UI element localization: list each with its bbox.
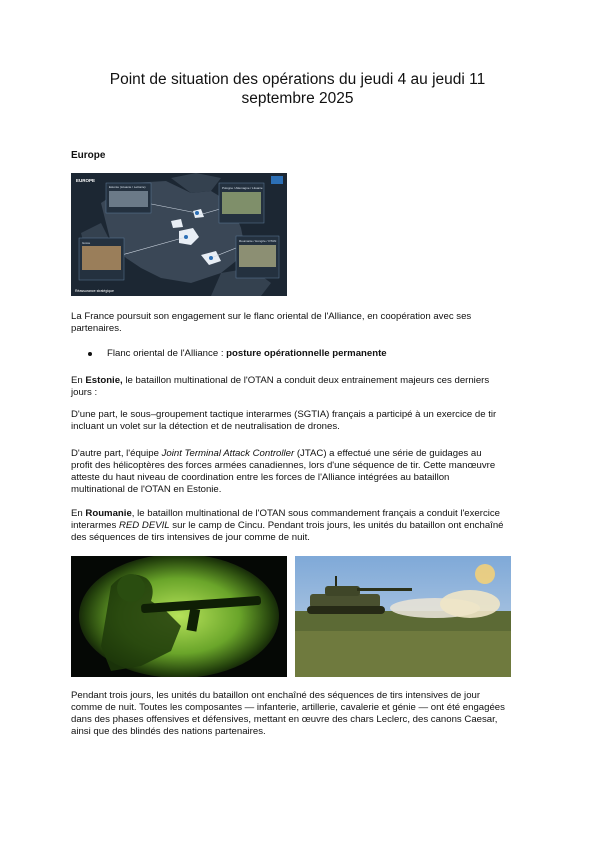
photo-leclerc-tank (295, 556, 511, 677)
final-line-2: comme de nuit. Toutes les composantes — infanterie, artillerie, cavalerie et génie — ont été engagées (71, 702, 505, 713)
final-line-3: dans des phases offensives et défensives, mettant en œuvre des chars Leclerc, des canons Caesar, (71, 714, 498, 725)
sgtia-line-1: D'une part, le sous–groupement tactique interarmes (SGTIA) français a participé à un exercice de tir (71, 409, 497, 420)
map-label-europe: EUROPE (76, 178, 96, 183)
jtac-italic: Joint Terminal Attack Controller (161, 448, 295, 459)
map-label-bottom: Réassurance stratégique (75, 289, 114, 293)
card-romania-label: Roumanie / Hongrie / OTAN (239, 239, 277, 243)
map-graphic (71, 173, 287, 296)
paragraph-roumanie (71, 508, 531, 544)
roumanie-pre: En (71, 508, 86, 519)
roumanie-line-3: des séquences de tirs intensives de jour comme de nuit. (71, 532, 310, 543)
photo-night-vision-soldier (71, 556, 287, 677)
roumanie-line2-pre: interarmes (71, 520, 119, 531)
paragraph-final (71, 690, 531, 738)
document-title (60, 70, 535, 108)
final-line-1: Pendant trois jours, les unités du bataillon ont enchaîné des séquences de tirs intensives de jour (71, 690, 481, 701)
title-line-2: septembre 2025 (241, 90, 354, 107)
section-heading-europe: Europe (71, 150, 106, 161)
intro-line-1: La France poursuit son engagement sur le flanc oriental de l'Alliance, en coopération avec ses (71, 311, 472, 322)
estonie-line-2: jours : (71, 387, 98, 398)
roumanie-italic: RED DEVIL (118, 520, 170, 531)
final-line-4: ainsi que des blindés des nations partenaires. (71, 726, 266, 737)
intro-paragraph (71, 311, 531, 335)
card-poland-label: Pologne / Allemagne / Lituanie (222, 186, 263, 190)
jtac-pre: D'autre part, l'équipe (71, 448, 162, 459)
intro-line-2: partenaires. (71, 323, 122, 334)
roumanie-bold: Roumanie (85, 508, 132, 519)
jtac-line-3: atteste du haut niveau de coordination entre les forces de l'Alliance intégrées au bataillon (71, 472, 450, 483)
paragraph-sgtia (71, 409, 531, 433)
paragraph-jtac (71, 448, 531, 496)
estonie-bold: Estonie, (85, 375, 123, 386)
jtac-line-4: multinational de l'OTAN en Estonie. (71, 484, 222, 495)
europe-map-infographic (71, 173, 287, 296)
estonie-rest: le bataillon multinational de l'OTAN a conduit deux entrainement majeurs ces derniers (122, 375, 490, 386)
jtac-rest: (JTAC) a effectué une série de guidages au (294, 448, 482, 459)
sgtia-line-2: incluant un volet sur la détection et de neutralisation de drones. (71, 421, 340, 432)
bullet-prefix: Flanc oriental de l'Alliance : (107, 348, 227, 359)
bullet-bold: posture opérationnelle permanente (226, 348, 387, 359)
paragraph-estonie (71, 375, 531, 399)
title-line-1: Point de situation des opérations du jeudi 4 au jeudi 11 (109, 71, 486, 88)
card-estonia-label: Estonie (Lituanie / Lettonie) (109, 185, 146, 189)
bullet-dot-icon (88, 352, 92, 356)
roumanie-rest: , le bataillon multinational de l'OTAN sous commandement français a conduit l'exercice (131, 508, 501, 519)
estonie-pre: En (71, 375, 86, 386)
roumanie-line2-rest: sur le camp de Cincu. Pendant trois jours, les unités du bataillon ont enchaîné (169, 520, 504, 531)
jtac-line-2: profit des hélicoptères des forces armées canadiennes, lors d'une séquence de tir. Cette manœuvre (71, 460, 496, 471)
card-greece-label: Grèce (82, 241, 91, 245)
